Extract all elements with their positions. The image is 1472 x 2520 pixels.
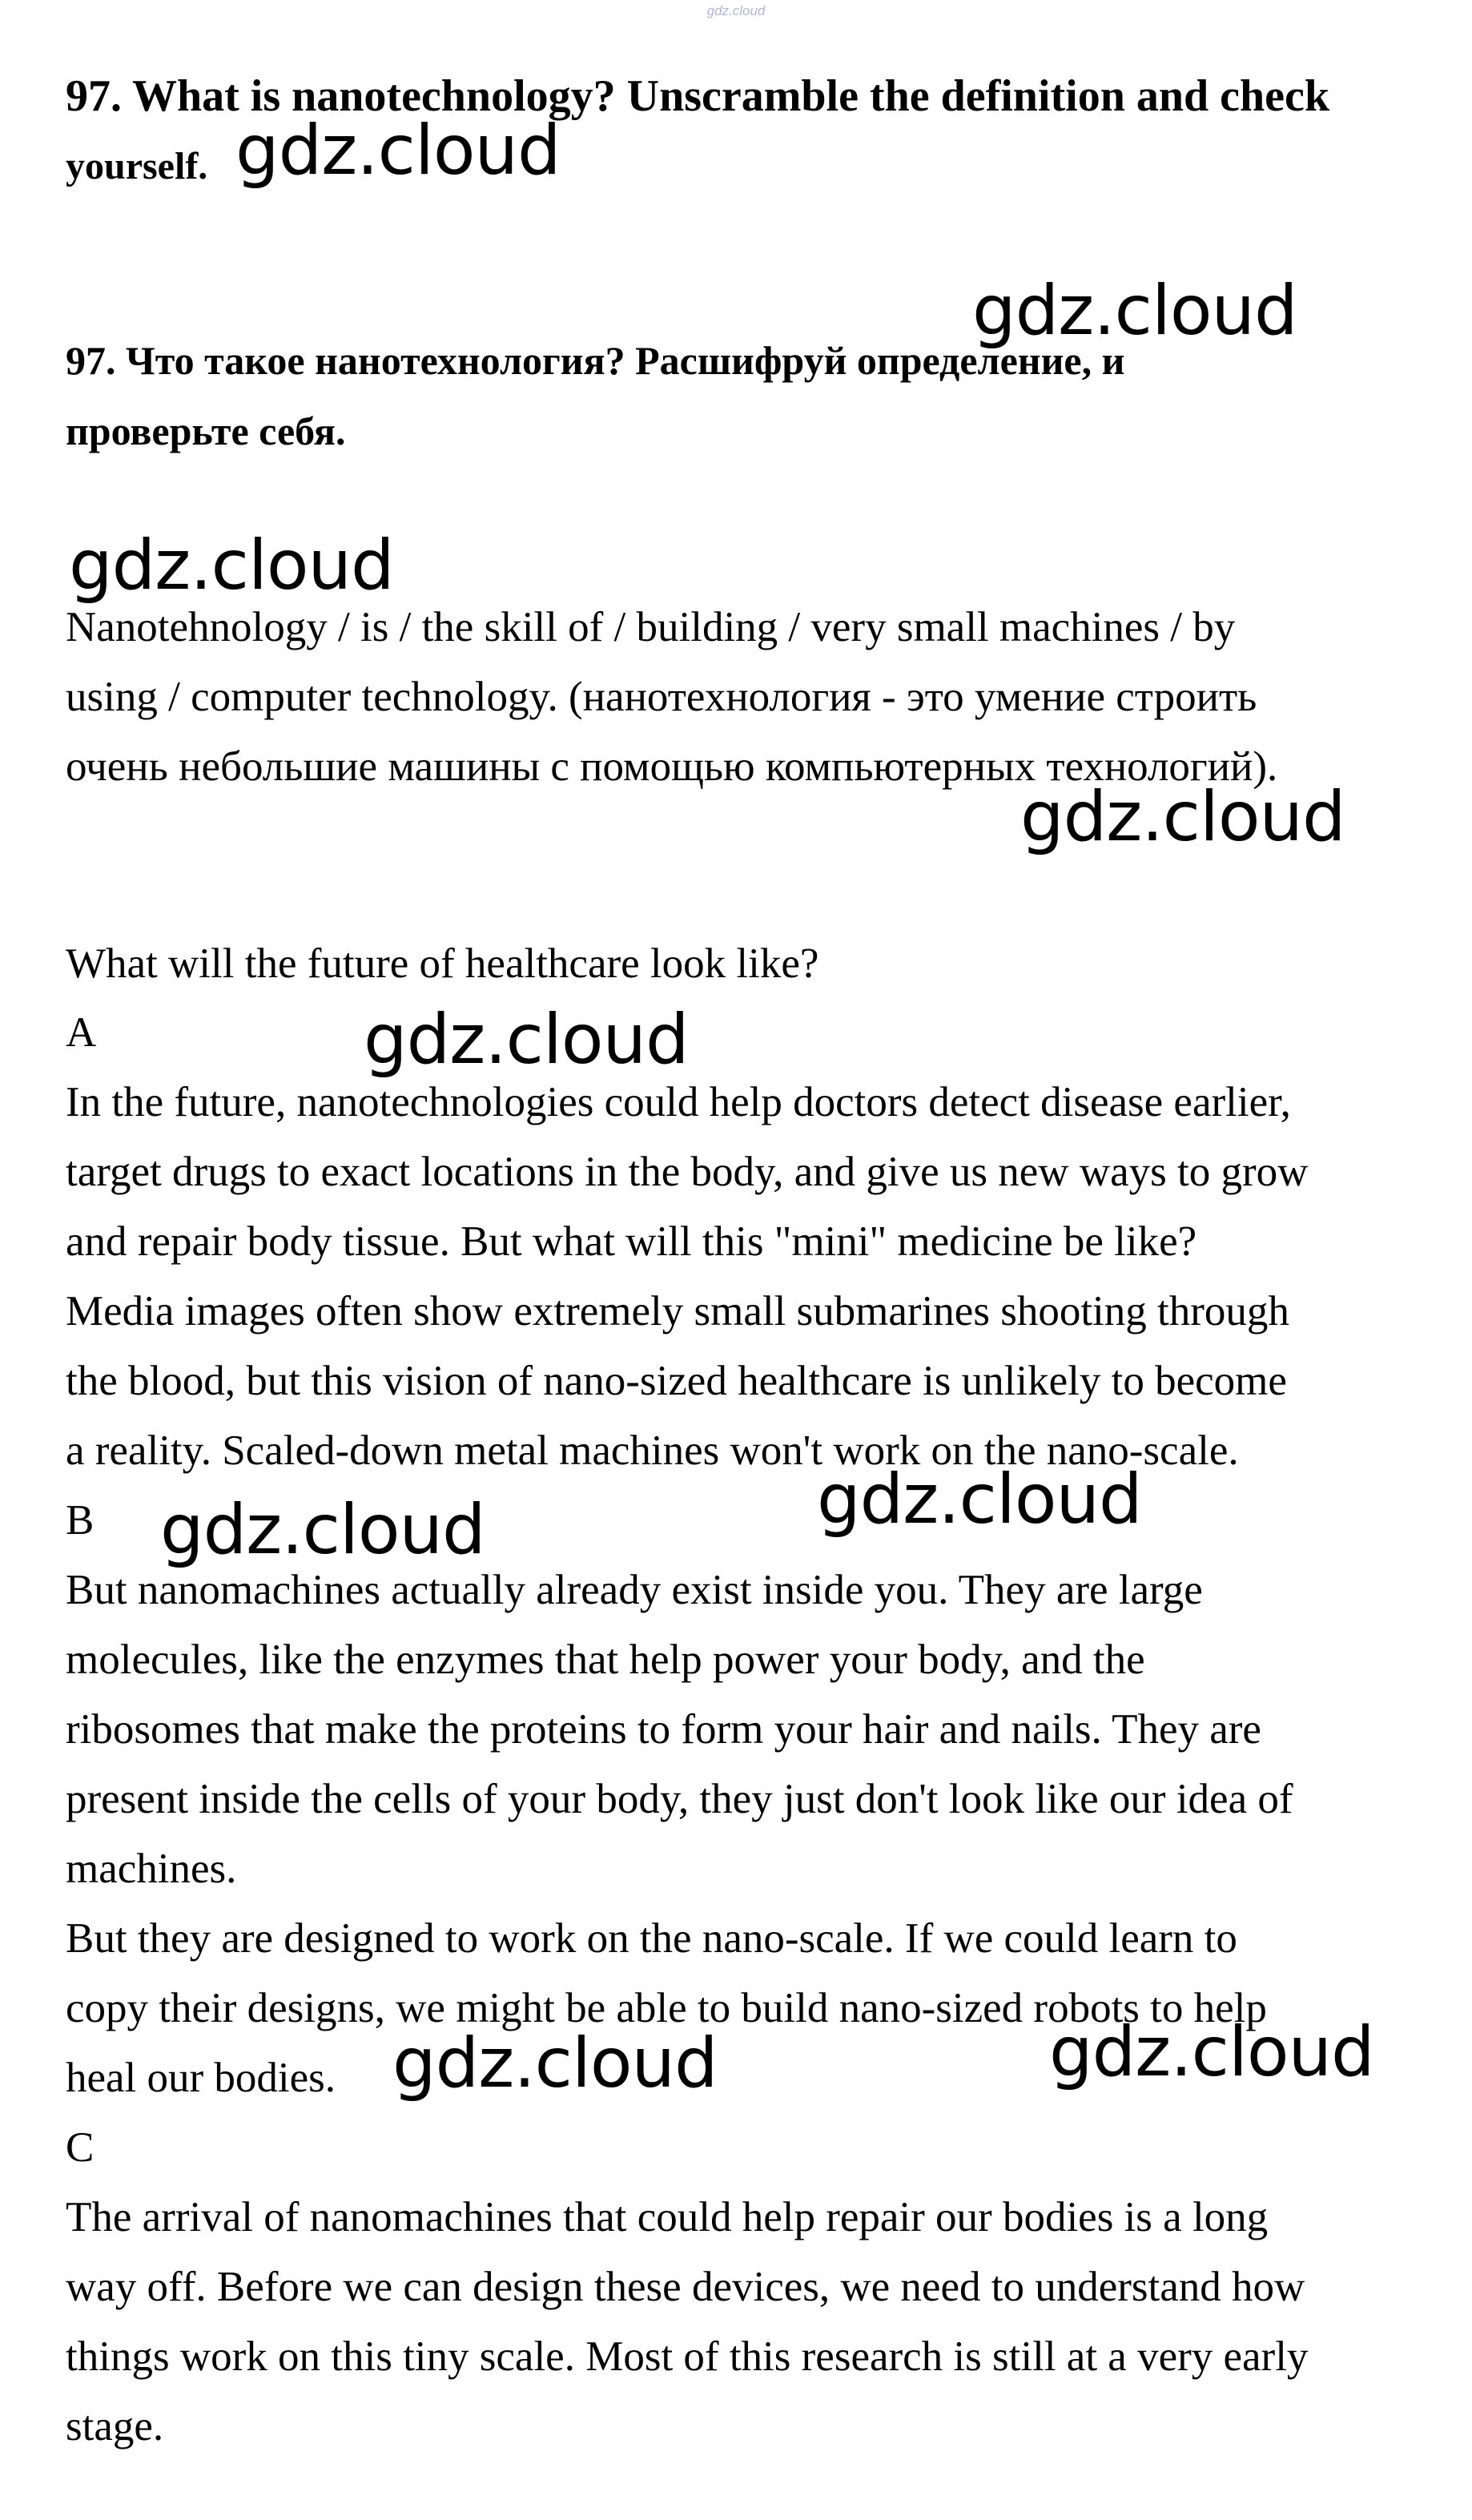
section-line: ribosomes that make the proteins to form your hair and nails. They are bbox=[66, 1706, 1261, 1753]
section-line: target drugs to exact locations in the body, and give us new ways to grow bbox=[66, 1149, 1309, 1195]
definition-line: очень небольшие машины с помощью компьютерных технологий). bbox=[66, 743, 1278, 790]
watermark: gdz.cloud bbox=[69, 525, 394, 606]
section-line: way off. Before we can design these devices, we need to understand how bbox=[66, 2264, 1305, 2310]
section-line: stage. bbox=[66, 2403, 164, 2450]
watermark: gdz.cloud bbox=[160, 1490, 485, 1570]
section-line: The arrival of nanomachines that could help repair our bodies is a long bbox=[66, 2194, 1269, 2240]
section-line: and repair body tissue. But what will this "mini" medicine be like? bbox=[66, 1218, 1197, 1265]
section-line: a reality. Scaled-down metal machines won't work on the nano-scale. bbox=[66, 1427, 1239, 1474]
watermark: gdz.cloud bbox=[1049, 2012, 1374, 2092]
section-letter: A bbox=[66, 1009, 97, 1056]
section-line: heal our bodies. bbox=[66, 2055, 336, 2101]
section-a bbox=[66, 998, 1443, 1486]
definition-paragraph bbox=[66, 593, 1443, 802]
task-title-en-line1: 97. What is nanotechnology? Unscramble the definition and check bbox=[66, 71, 1329, 121]
task-title-ru-line2: проверьте себя. bbox=[66, 409, 346, 453]
section-line: But they are designed to work on the nano-scale. If we could learn to bbox=[66, 1915, 1237, 1962]
watermark: gdz.cloud bbox=[817, 1459, 1142, 1540]
section-line: Media images often show extremely small submarines shooting through bbox=[66, 1288, 1289, 1334]
section-line: molecules, like the enzymes that help power your body, and the bbox=[66, 1636, 1145, 1683]
watermark: gdz.cloud bbox=[972, 271, 1297, 351]
task-title-en-line2: yourself. bbox=[66, 145, 208, 187]
question-line: What will the future of healthcare look like? bbox=[66, 940, 819, 987]
section-line: But nanomachines actually already exist inside you. They are large bbox=[66, 1567, 1203, 1613]
watermark: gdz.cloud bbox=[1020, 777, 1345, 857]
section-line: copy their designs, we might be able to build nano-sized robots to help bbox=[66, 1985, 1267, 2031]
section-line: In the future, nanotechnologies could help doctors detect disease earlier, bbox=[66, 1079, 1291, 1125]
section-line: the blood, but this vision of nano-sized healthcare is unlikely to become bbox=[66, 1358, 1287, 1404]
definition-line: Nanotehnology / is / the skill of / building / very small machines / by bbox=[66, 604, 1236, 650]
top-watermark: gdz.cloud bbox=[706, 3, 766, 18]
section-letter: C bbox=[66, 2124, 95, 2171]
section-c bbox=[66, 2113, 1443, 2462]
section-letter: B bbox=[66, 1497, 95, 1544]
section-line: present inside the cells of your body, they just don't look like our idea of bbox=[66, 1776, 1293, 1822]
definition-line: using / computer technology. (нанотехнология - это умение строить bbox=[66, 674, 1257, 720]
watermark: gdz.cloud bbox=[235, 111, 561, 191]
watermark: gdz.cloud bbox=[364, 1000, 689, 1080]
section-line: machines. bbox=[66, 1846, 237, 1892]
task-title-ru-line1: 97. Что такое нанотехнология? Расшифруй определение, и bbox=[66, 338, 1125, 383]
section-line: things work on this tiny scale. Most of this research is still at a very early bbox=[66, 2333, 1309, 2380]
watermark: gdz.cloud bbox=[392, 2023, 718, 2103]
